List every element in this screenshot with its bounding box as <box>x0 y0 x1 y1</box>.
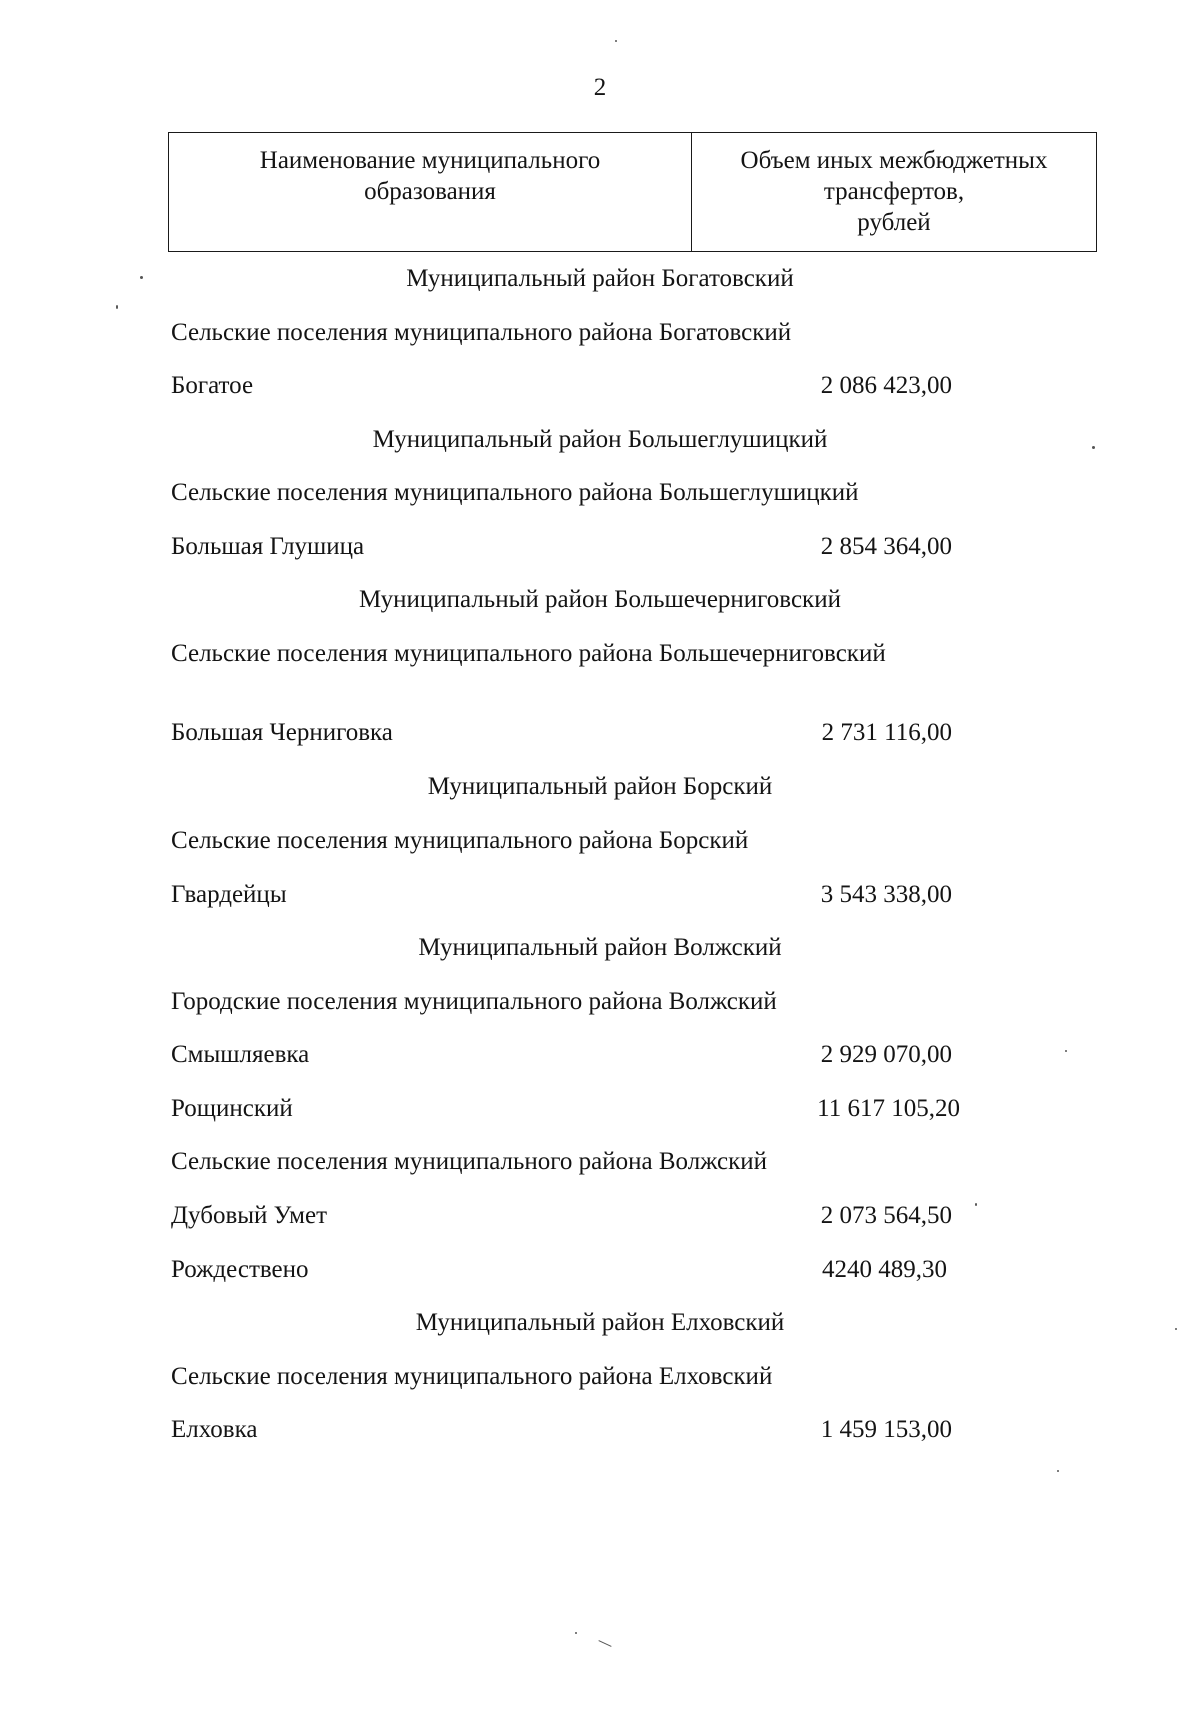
district-title: Муниципальный район Борский <box>427 773 773 800</box>
scan-speck <box>1092 446 1095 449</box>
district-title: Муниципальный район Елховский <box>415 1309 785 1336</box>
group-title: Сельские поселения муниципального района Волжский <box>171 1148 768 1175</box>
settlement-name: Рощинский <box>171 1095 293 1122</box>
page-number: 2 <box>593 74 607 101</box>
header-volume-column <box>692 133 1096 251</box>
header-volume-line: Объем иных межбюджетных <box>740 147 1048 174</box>
table-header <box>168 132 1097 252</box>
group-title: Сельские поселения муниципального района Елховский <box>171 1363 773 1390</box>
settlement-name: Большая Черниговка <box>171 719 393 746</box>
group-title: Сельские поселения муниципального района Большечерниговский <box>171 640 886 667</box>
header-volume-line: рублей <box>857 209 931 236</box>
transfer-amount: 11 617 105,20 <box>817 1095 960 1122</box>
district-title: Муниципальный район Волжский <box>418 934 782 961</box>
transfer-amount: 2 929 070,00 <box>820 1041 952 1068</box>
scan-speck <box>975 1203 977 1206</box>
transfer-amount: 3 543 338,00 <box>820 881 952 908</box>
transfer-amount: 2 086 423,00 <box>820 372 952 399</box>
district-heading <box>0 933 1200 963</box>
scan-speck <box>116 305 118 309</box>
district-heading <box>0 425 1200 455</box>
header-name-line: Наименование муниципального <box>259 147 601 174</box>
scan-speck <box>1175 1328 1177 1330</box>
district-heading <box>0 264 1200 294</box>
group-title: Сельские поселения муниципального района Богатовский <box>171 319 792 346</box>
district-heading <box>0 772 1200 802</box>
settlement-name: Смышляевка <box>171 1041 310 1068</box>
district-title: Муниципальный район Большечерниговский <box>359 586 841 613</box>
transfer-amount: 2 731 116,00 <box>821 719 952 746</box>
transfer-amount: 2 073 564,50 <box>820 1202 952 1229</box>
settlement-name: Большая Глушица <box>171 533 365 560</box>
scan-speck <box>1057 1470 1059 1472</box>
district-heading <box>0 585 1200 615</box>
scan-speck <box>615 40 617 42</box>
district-title: Муниципальный район Большеглушицкий <box>372 426 828 453</box>
header-name-column <box>169 133 692 251</box>
transfer-amount: 4240 489,30 <box>822 1256 947 1283</box>
scan-speck <box>575 1632 577 1634</box>
scan-speck <box>140 276 143 279</box>
settlement-name: Гвардейцы <box>171 881 287 908</box>
district-heading <box>0 1308 1200 1338</box>
settlement-name: Дубовый Умет <box>171 1202 328 1229</box>
settlement-name: Богатое <box>171 372 254 399</box>
transfer-amount: 2 854 364,00 <box>820 533 952 560</box>
transfer-amount: 1 459 153,00 <box>820 1416 952 1443</box>
district-title: Муниципальный район Богатовский <box>406 265 794 292</box>
group-title: Сельские поселения муниципального района Большеглушицкий <box>171 479 859 506</box>
header-volume-line: трансфертов, <box>823 178 965 205</box>
group-title: Городские поселения муниципального района Волжский <box>171 988 777 1015</box>
settlement-name: Рождествено <box>171 1256 309 1283</box>
scan-speck <box>598 1640 611 1647</box>
settlement-name: Елховка <box>171 1416 258 1443</box>
group-title: Сельские поселения муниципального района Борский <box>171 827 749 854</box>
header-name-line: образования <box>364 178 496 205</box>
scan-speck <box>1065 1050 1067 1052</box>
